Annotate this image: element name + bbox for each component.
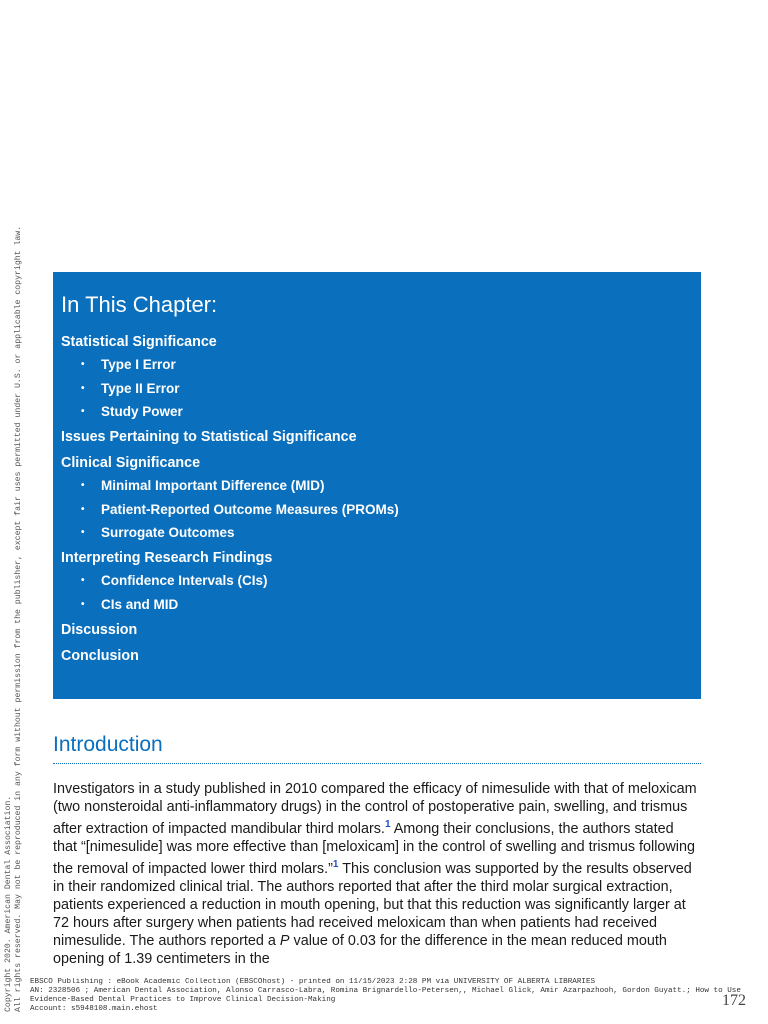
toc-subsection-label: Minimal Important Difference (MID): [101, 478, 325, 493]
toc-section[interactable]: Clinical Significance: [61, 455, 201, 471]
toc-subsection-item[interactable]: [61, 501, 693, 519]
toc-subsection-label: Patient-Reported Outcome Measures (PROMs): [101, 501, 399, 517]
toc-section[interactable]: Issues Pertaining to Statistical Significance: [61, 429, 357, 445]
reference-1-repeat[interactable]: 1: [332, 858, 339, 870]
toc-subsection-label: Confidence Intervals (CIs): [101, 573, 268, 588]
toc-section[interactable]: Discussion: [61, 621, 138, 638]
toc-subsection-list: [61, 477, 693, 542]
chapter-toc: [61, 332, 693, 666]
intro-text-1: Investigators in a study published in 2010 compared the efficacy of nimesulide with that of meloxicam (two nonsteroidal anti-inflammatory drugs) in the control of postoperative pain, swelling, and trismus after extraction of impacted mandibular third molars.: [53, 781, 697, 837]
footer-line-3: Evidence-Based Dental Practices to Improve Clinical Decision-Making: [30, 996, 336, 1004]
footer-line-4: Account: s5948108.main.ehost: [30, 1005, 158, 1013]
toc-subsection-item[interactable]: [61, 596, 693, 614]
chapter-contents-box: [53, 272, 701, 699]
page-number: 172: [722, 992, 746, 1009]
bullet-icon: •: [81, 382, 85, 394]
ebsco-footer: [30, 978, 750, 1014]
toc-subsection-item[interactable]: [61, 477, 693, 495]
footer-line-1: EBSCO Publishing : eBook Academic Collection (EBSCOhost) - printed on 11/15/2023 2:28 PM via UNIVERSITY OF ALBERTA LIBRARIES: [30, 978, 596, 986]
copyright-line-1: Copyright 2020. American Dental Association.: [4, 795, 13, 1012]
toc-subsection-item[interactable]: [61, 356, 693, 374]
toc-section[interactable]: Interpreting Research Findings: [61, 550, 273, 566]
copyright-line-2: All rights reserved. May not be reproduced in any form without permission from the publisher, except fair uses permitted under U.S. or applicable copyright law.: [14, 225, 23, 1012]
toc-subsection-item[interactable]: [61, 524, 693, 542]
toc-subsection-item[interactable]: [61, 380, 693, 398]
intro-text-2: Among their conclusions, the authors stated that “[nimesulide] was more effective than [meloxicam] in the control of swelling and trismus following the removal of impacted lower third molars.”: [53, 820, 696, 877]
bullet-icon: •: [81, 503, 85, 515]
toc-subsection-item[interactable]: [61, 403, 693, 421]
bullet-icon: •: [81, 598, 85, 610]
toc-subsection-list: [61, 356, 693, 421]
footer-line-2: AN: 2328506 ; American Dental Association, Alonso Carrasco-Labra, Romina Brignardello-Petersen,, Michael Glick, Amir Azarpazhooh, Gordon Guyatt.; How to Use: [30, 987, 741, 995]
bullet-icon: •: [81, 406, 85, 417]
introduction-paragraph: [53, 780, 701, 968]
toc-subsection-label: CIs and MID: [101, 596, 179, 612]
toc-section[interactable]: Statistical Significance: [61, 334, 217, 350]
introduction-heading: Introduction: [53, 733, 701, 764]
bullet-icon: •: [81, 575, 85, 586]
bullet-icon: •: [81, 359, 85, 370]
toc-subsection-label: Surrogate Outcomes: [101, 525, 235, 540]
intro-text-3: This conclusion was supported by the results observed in their randomized clinical trial. The authors reported that after the third molar surgical extraction, patients experienced a reduction in mouth opening, but that this reduction was significantly larger at 72 hours after surgery when patients had received meloxicam than when patients had received nimesulide. The authors reported a: [53, 860, 692, 949]
intro-text-4: value of 0.03 for the difference in the mean reduced mouth opening of 1.39 centimeters in the: [53, 932, 667, 967]
copyright-notice: [4, 225, 24, 1012]
toc-subsection-list: [61, 572, 693, 614]
reference-1[interactable]: 1: [384, 819, 391, 830]
chapter-box-title: In This Chapter:: [61, 292, 218, 317]
toc-subsection-label: Type I Error: [101, 357, 176, 372]
toc-subsection-label: Type II Error: [101, 380, 180, 396]
bullet-icon: •: [81, 527, 85, 538]
toc-section[interactable]: Conclusion: [61, 647, 139, 664]
toc-subsection-item[interactable]: [61, 572, 693, 590]
bullet-icon: •: [81, 480, 85, 491]
toc-subsection-label: Study Power: [101, 404, 183, 419]
p-italic: P: [279, 932, 290, 949]
